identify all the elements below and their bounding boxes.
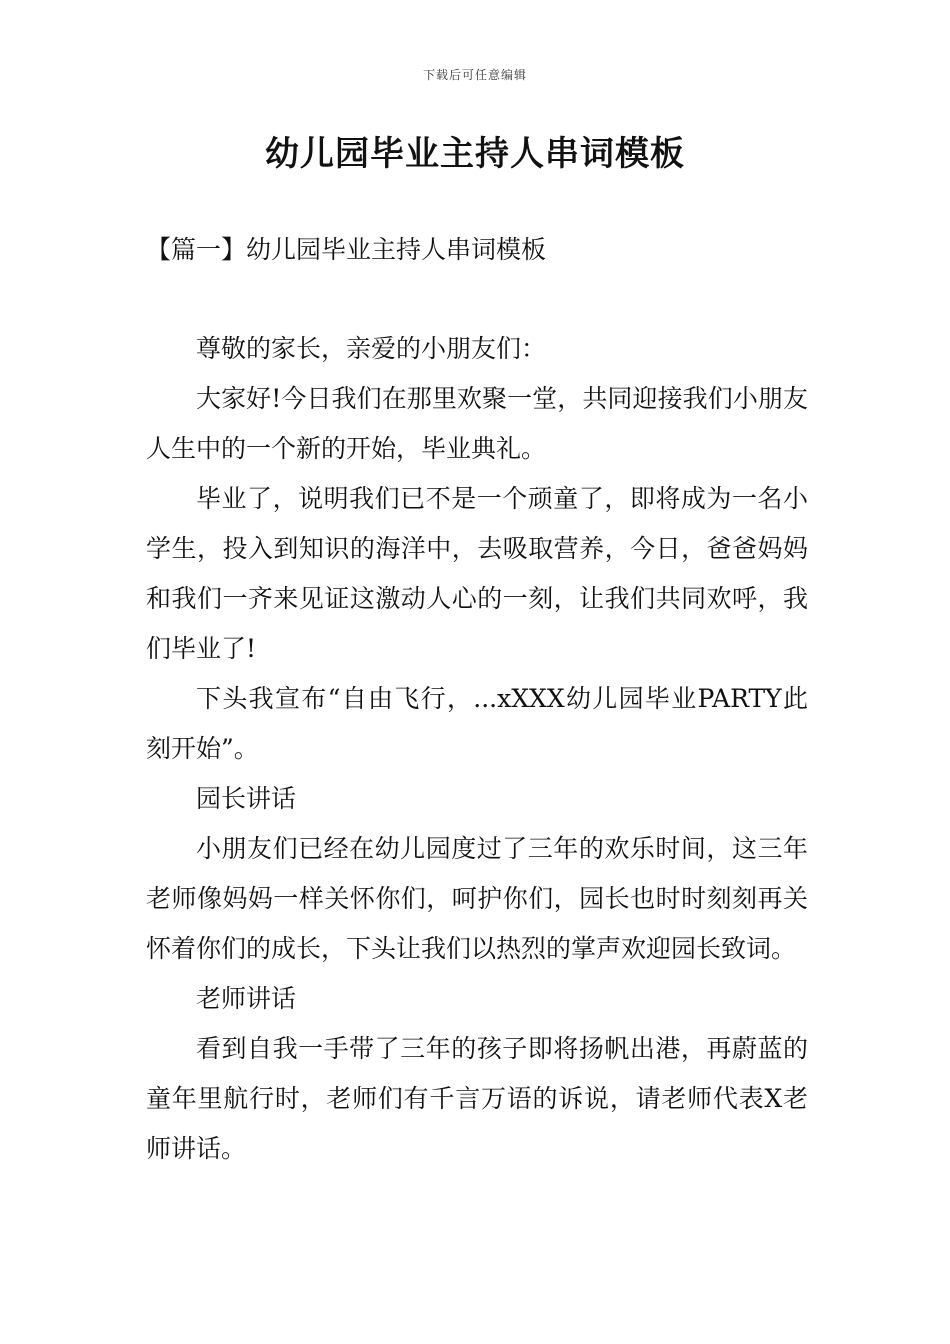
paragraph-teacher-heading: 老师讲话 <box>196 984 297 1013</box>
paragraph-greeting: 尊敬的家长，亲爱的小朋友们： <box>196 334 547 363</box>
section-heading: 【篇一】幼儿园毕业主持人串词模板 <box>146 235 547 264</box>
paragraph-announcement: 下头我宣布“自由飞行，...xXXX幼儿园毕业PARTY此刻开始”。 <box>146 684 808 763</box>
header-note: 下载后可任意编辑 <box>422 68 527 82</box>
body-text <box>146 324 808 1174</box>
paragraph-teacher-intro: 看到自我一手带了三年的孩子即将扬帆出港，再蔚蓝的童年里航行时，老师们有千言万语的诉说，请老师代表X老师讲话。 <box>146 1034 808 1163</box>
paragraph-principal-intro: 小朋友们已经在幼儿园度过了三年的欢乐时间，这三年老师像妈妈一样关怀你们，呵护你们，园长也时时刻刻再关怀着你们的成长，下头让我们以热烈的掌声欢迎园长致词。 <box>146 834 808 963</box>
document-title: 幼儿园毕业主持人串词模板 <box>265 134 685 174</box>
paragraph-principal-heading: 园长讲话 <box>196 784 297 813</box>
paragraph-graduation: 毕业了，说明我们已不是一个顽童了，即将成为一名小学生，投入到知识的海洋中，去吸取营养，今日，爸爸妈妈和我们一齐来见证这激动人心的一刻，让我们共同欢呼，我们毕业了! <box>146 484 808 663</box>
paragraph-welcome: 大家好!今日我们在那里欢聚一堂，共同迎接我们小朋友人生中的一个新的开始，毕业典礼。 <box>146 384 808 463</box>
